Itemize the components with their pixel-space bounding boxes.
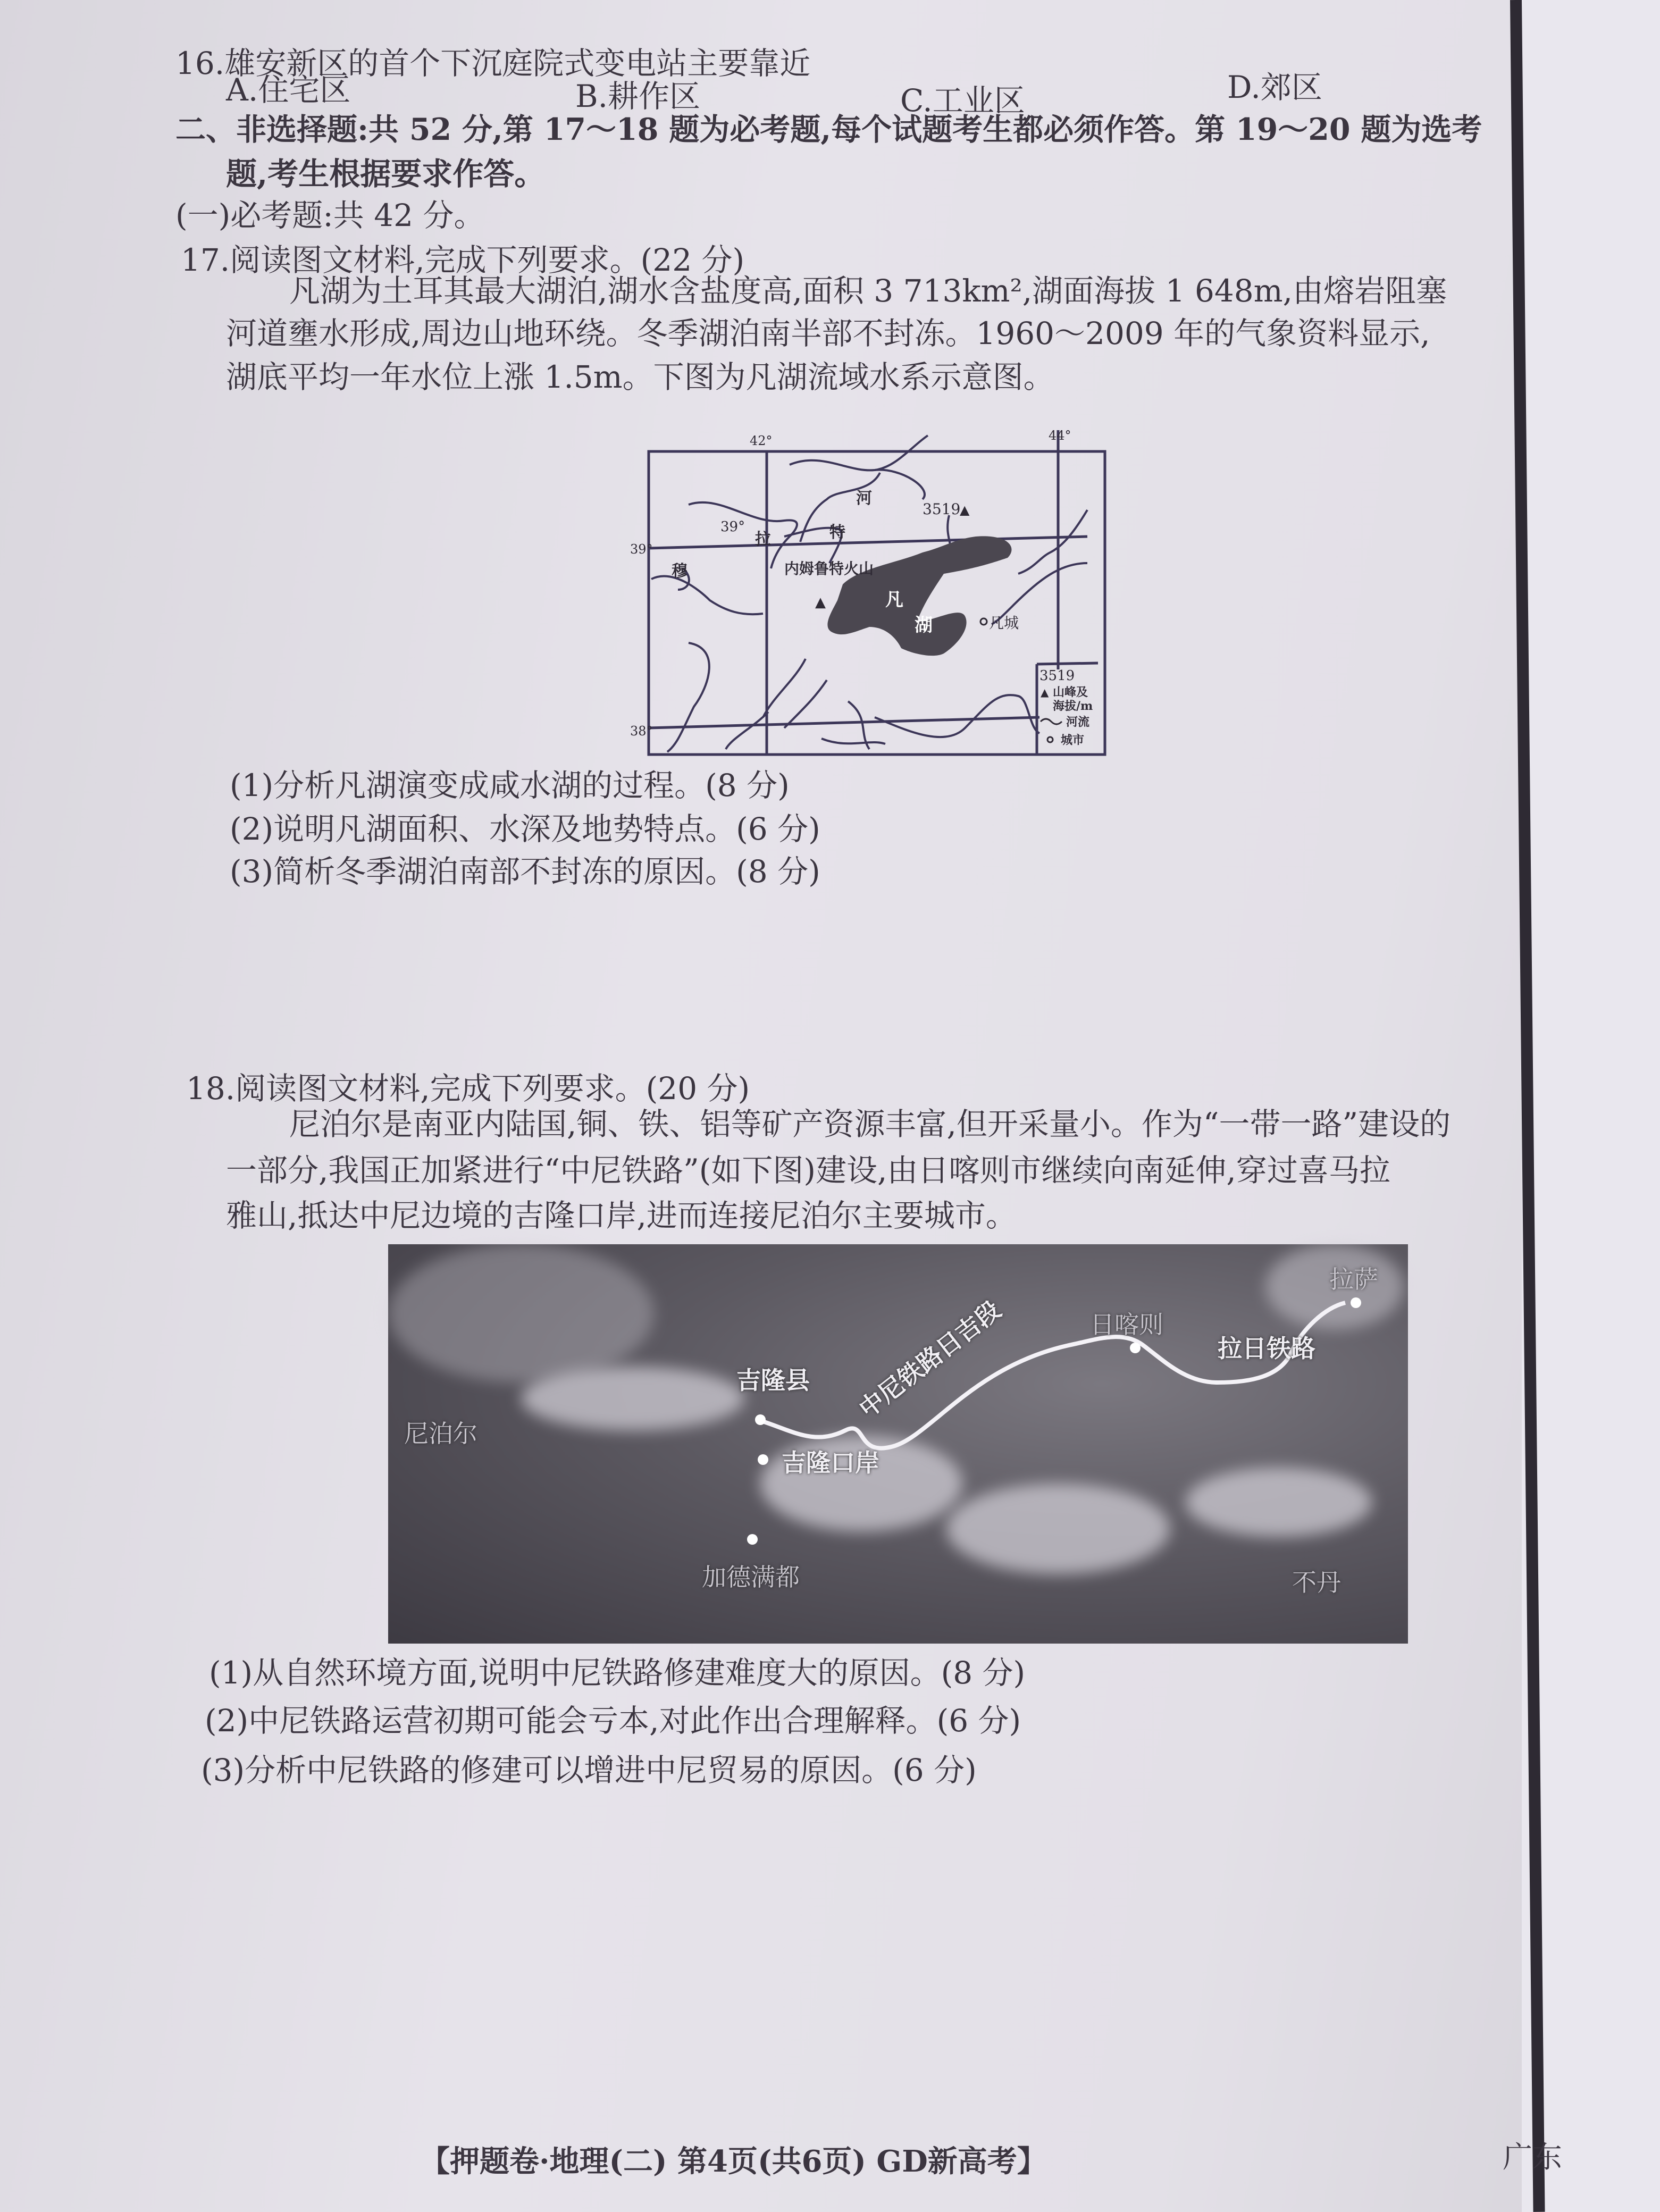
q18-para-line: 尼泊尔是南亚内陆国,铜、铁、铝等矿产资源丰富,但开采量小。作为“一带一路”建设的 xyxy=(289,1106,1451,1142)
map-label-lat-39: 39° xyxy=(720,519,745,535)
parallel-39 xyxy=(649,537,1087,548)
q18-question-2: (2)中尼铁路运营初期可能会亏本,对此作出合理解释。(6 分) xyxy=(205,1703,1021,1739)
legend-city-icon xyxy=(1047,737,1053,742)
river-char: 特 xyxy=(829,523,845,542)
legend-peak-label: 山峰及 xyxy=(1053,685,1088,699)
q16-option-d: D.郊区 xyxy=(1227,69,1322,105)
jilong-county-label: 吉隆县 xyxy=(736,1366,810,1395)
parallel-38 xyxy=(649,717,1039,728)
legend-river-icon xyxy=(1041,719,1062,724)
railway-lines xyxy=(388,1244,1408,1644)
legend-peak-icon: ▲ xyxy=(1041,686,1049,699)
map-label-lon-44: 44° xyxy=(1049,428,1071,443)
legend-peak-value: 3519 xyxy=(1039,668,1075,684)
lake-van-shape xyxy=(827,536,1011,656)
q17-para-line: 凡湖为土耳其最大湖泊,湖水含盐度高,面积 3 713km²,湖面海拔 1 648m,由熔岩阻塞 xyxy=(289,273,1447,309)
lhasa-label: 拉萨 xyxy=(1329,1265,1378,1294)
volcano-icon: ▲ xyxy=(815,594,826,610)
river-char: 拉 xyxy=(755,530,771,549)
bhutan-label: 不丹 xyxy=(1292,1568,1341,1597)
q17-title: 17.阅读图文材料,完成下列要求。(22 分) xyxy=(181,242,745,278)
q17-para-line: 湖底平均一年水位上涨 1.5m。下图为凡湖流域水系示意图。 xyxy=(226,359,1054,395)
q18-question-3: (3)分析中尼铁路的修建可以增进中尼贸易的原因。(6 分) xyxy=(201,1752,977,1788)
map-label-lon-42: 42° xyxy=(750,433,773,448)
city-icon xyxy=(980,618,987,625)
kathmandu-dot xyxy=(747,1534,758,1545)
china-nepal-railway-satellite-map xyxy=(388,1244,1408,1644)
q18-para-line: 一部分,我国正加紧进行“中尼铁路”(如下图)建设,由日喀则市继续向南延伸,穿过喜马拉 xyxy=(226,1152,1390,1188)
jilong-county-dot xyxy=(755,1414,766,1425)
section2-sub-heading: (一)必考题:共 42 分。 xyxy=(175,197,485,233)
kathmandu-label: 加德满都 xyxy=(702,1563,800,1591)
q18-question-1: (1)从自然环境方面,说明中尼铁路修建难度大的原因。(8 分) xyxy=(209,1655,1026,1691)
jilong-port-dot xyxy=(758,1454,768,1465)
q17-question-1: (1)分析凡湖演变成咸水湖的过程。(8 分) xyxy=(230,767,790,803)
lake-van-map xyxy=(630,428,1108,756)
section2-heading: 二、非选择题:共 52 分,第 17～18 题为必考题,每个试题考生都必须作答。第 19～20 题为选考 xyxy=(175,112,1482,147)
q16-option-a: A.住宅区 xyxy=(226,72,351,108)
q16-option-b: B.耕作区 xyxy=(575,78,701,114)
river-char: 穆 xyxy=(672,562,688,581)
q18-para-line: 雅山,抵达中尼边境的吉隆口岸,进而连接尼泊尔主要城市。 xyxy=(226,1197,1017,1234)
legend-peak-label2: 海拔/m xyxy=(1053,699,1093,713)
q17-question-3: (3)简析冬季湖泊南部不封冻的原因。(8 分) xyxy=(230,853,820,890)
section2-heading-cont: 题,考生根据要求作答。 xyxy=(226,156,546,192)
footer-page-info: 【押题卷·地理(二) 第4页(共6页) GD新高考】 xyxy=(420,2144,1047,2179)
city-label: 凡城 xyxy=(989,614,1019,632)
map-label-lat-38: 38° xyxy=(630,724,653,739)
lake-char: 凡 xyxy=(885,589,903,610)
legend-river-label: 河流 xyxy=(1066,715,1090,729)
nepal-label: 尼泊尔 xyxy=(404,1419,477,1448)
q17-para-line: 河道壅水形成,周边山地环绕。冬季湖泊南半部不封冻。1960～2009 年的气象资料显示, xyxy=(226,315,1430,351)
river-char: 河 xyxy=(856,489,872,508)
q16-option-c: C.工业区 xyxy=(900,82,1025,119)
jilong-port-label: 吉隆口岸 xyxy=(782,1448,879,1477)
rigi-segment-label: 中尼铁路日吉段 xyxy=(853,1295,1007,1423)
shigatse-label: 日喀则 xyxy=(1090,1310,1163,1339)
volcano-label: 内姆鲁特火山 xyxy=(784,560,874,577)
lari-railway-label: 拉日铁路 xyxy=(1218,1334,1315,1363)
shigatse-dot xyxy=(1130,1343,1141,1353)
q18-title: 18.阅读图文材料,完成下列要求。(20 分) xyxy=(186,1070,750,1107)
q16-stem: 16.雄安新区的首个下沉庭院式变电站主要靠近 xyxy=(175,45,811,81)
next-page-edge xyxy=(1522,0,1660,2212)
legend-city-label: 城市 xyxy=(1061,733,1085,747)
peak-elevation: 3519 xyxy=(923,500,961,518)
lake-char: 湖 xyxy=(915,615,933,636)
lhasa-dot xyxy=(1351,1297,1361,1308)
peak-icon: ▲ xyxy=(960,502,970,517)
footer-region: 广东 xyxy=(1503,2140,1562,2175)
q17-question-2: (2)说明凡湖面积、水深及地势特点。(6 分) xyxy=(230,811,820,847)
map-label-lat-39b: 39° xyxy=(630,542,653,557)
